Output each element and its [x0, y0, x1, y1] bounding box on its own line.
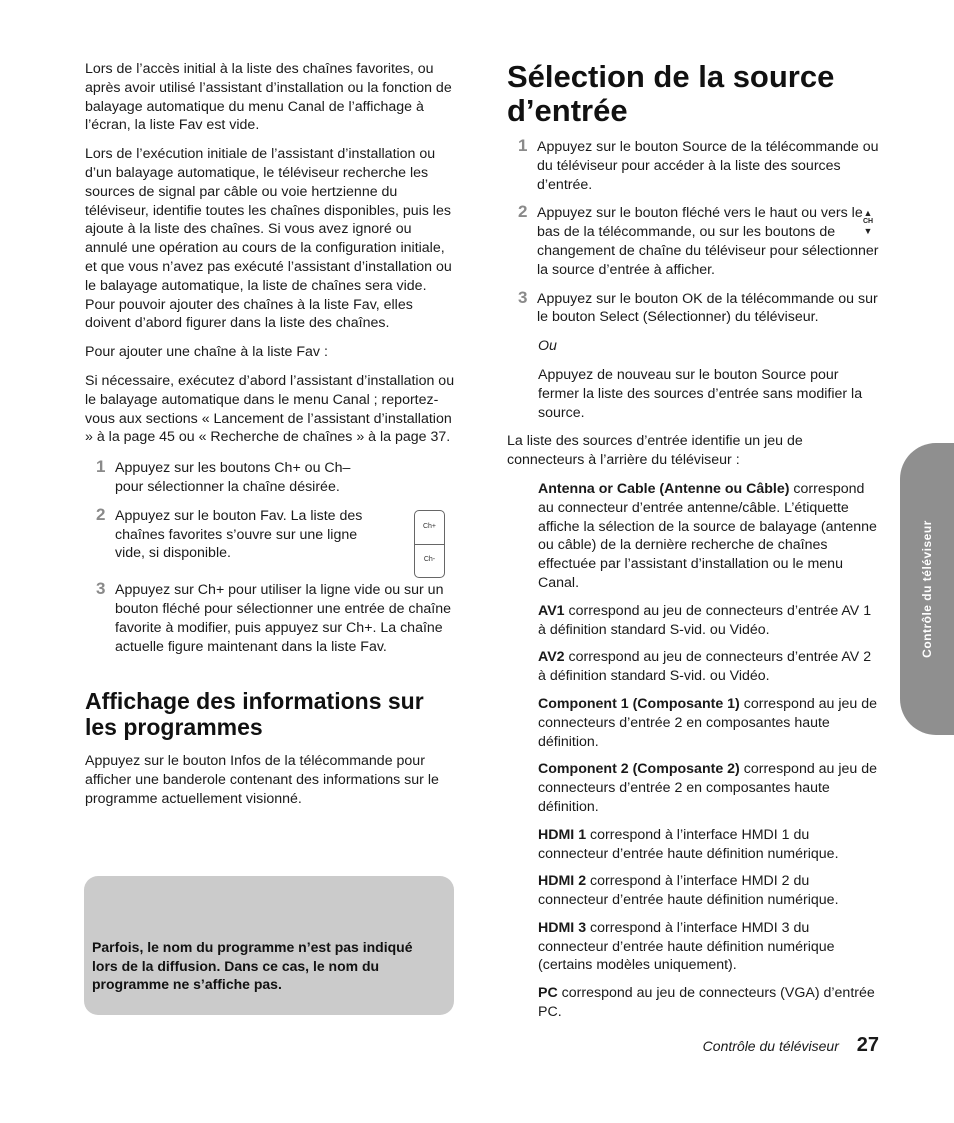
or-label: Ou — [538, 338, 557, 355]
step-number: 1 — [96, 457, 106, 477]
source-name: HDMI 1 — [538, 826, 587, 843]
source-item-component2 — [507, 760, 879, 816]
step-item — [85, 459, 457, 497]
footer-title: Contrôle du téléviseur — [702, 1038, 839, 1054]
source-desc: correspond à l’interface HMDI 3 du connecteur d’entrée haute définition numérique (certains modèles uniquement). — [538, 919, 835, 974]
step-item — [85, 581, 457, 656]
step-text: Appuyez sur Ch+ pour utiliser la ligne vide ou sur un bouton fléché pour sélectionner une entrée de chaîne favorite à modifier, puis appuyez sur Ch+. La chaîne actuelle figure maintenant dans la liste Fav. — [115, 582, 452, 655]
source-name: AV1 — [538, 602, 565, 619]
section-heading-program-info: Affichage des informations sur les programmes — [85, 688, 424, 741]
source-name: Antenna or Cable (Antenne ou Câble) — [538, 480, 790, 497]
source-desc: correspond au jeu de connecteurs (VGA) d’entrée PC. — [538, 985, 875, 1021]
paragraph-prerequisite: Si nécessaire, exécutez d’abord l’assistant d’installation ou le balayage automatique dans le menu Canal ; reportez-vous aux sections « Lancement de l’assistant d’installation » à la page 45 ou « Recherche de chaînes » à la page 37. — [85, 372, 455, 446]
source-desc: correspond à l’interface HMDI 2 du connecteur d’entrée haute définition numérique. — [538, 873, 839, 909]
tv-channel-button-icon — [857, 208, 879, 236]
remote-channel-button-icon — [414, 510, 445, 578]
ch-minus-label: Ch- — [423, 556, 436, 563]
source-name: Component 1 (Composante 1) — [538, 695, 740, 712]
left-column — [85, 60, 457, 819]
paragraph-close-source: Appuyez de nouveau sur le bouton Source pour fermer la liste des sources d’entrée sans modifier la source. — [538, 366, 863, 421]
paragraph-program-info: Appuyez sur le bouton Infos de la télécommande pour afficher une banderole contenant des informations sur le programme actuellement visionné. — [85, 753, 439, 807]
page-title: Sélection de la source d’entrée — [507, 59, 835, 128]
source-name: HDMI 3 — [538, 919, 587, 936]
paragraph-fav-empty: Lors de l’accès initial à la liste des chaînes favorites, ou après avoir utilisé l’assistant d’installation ou la fonction de balayage automatique du menu Canal de l’affichage à l’écran, la liste Fav est vide. — [85, 61, 452, 134]
source-item-antenna — [507, 480, 879, 593]
step-item — [507, 138, 879, 194]
source-name: Component 2 (Composante 2) — [538, 761, 740, 778]
step-number: 3 — [96, 579, 106, 599]
step-text: Appuyez sur le bouton OK de la télécommande ou sur le bouton Select (Sélectionner) du téléviseur. — [537, 290, 878, 326]
side-tab-label: Contrôle du téléviseur — [920, 520, 934, 658]
ch-plus-label: Ch+ — [422, 523, 437, 530]
source-item-hdmi3 — [507, 919, 879, 975]
step-number: 3 — [518, 287, 528, 307]
page-number: 27 — [856, 1034, 879, 1056]
source-desc: correspond au connecteur d’entrée antenne/câble. L’étiquette affiche la sélection de la source de balayage (antenne ou câble) de la dernière recherche de chaînes effectuée par l’assistant d’installation ou le menu Canal. — [538, 480, 877, 591]
ch-label: CH — [862, 218, 874, 225]
step-item — [85, 504, 457, 563]
source-desc: correspond à l’interface HMDI 1 du connecteur d’entrée haute définition numérique. — [538, 826, 839, 862]
source-desc: correspond au jeu de connecteurs d’entrée 2 en composantes haute définition. — [538, 761, 878, 815]
step-text: Appuyez sur le bouton Fav. La liste des chaînes favorites s’ouvre sur une ligne vide, si disponible. — [115, 507, 363, 562]
step-number: 2 — [96, 504, 106, 524]
source-desc: correspond au jeu de connecteurs d’entrée AV 2 à définition standard S-vid. ou Vidéo. — [538, 649, 872, 685]
side-chapter-tab — [900, 443, 954, 735]
source-name: PC — [538, 985, 558, 1002]
page-footer — [703, 1034, 879, 1057]
right-column — [507, 60, 879, 1031]
step-text: Appuyez sur le bouton fléché vers le haut ou vers le bas de la télécommande, ou sur les boutons de changement de chaîne du téléviseur pour sélectionner la source d’entrée à afficher. — [537, 205, 879, 278]
paragraph-install-assistant: Lors de l’exécution initiale de l’assistant d’installation ou d’un balayage automatique, le téléviseur recherche les sources de signal par câble ou voie hertzienne du téléviseur, identifie toutes les chaînes disponibles, puis les ajoute à la liste des chaînes. Si vous avez ignoré ou annulé une opération au cours de la configuration initiale, et que vous n’avez pas exécuté l’assistant d’installation ou le balayage automatique, la liste de chaînes sera vide. Pour pouvoir ajouter des chaînes à la liste Fav, elles doivent d’abord figurer dans la liste des chaînes. — [85, 146, 452, 332]
source-item-component1 — [507, 695, 879, 751]
step-number: 2 — [518, 202, 528, 222]
arrow-down-icon: ▼ — [863, 226, 873, 236]
fav-steps — [85, 459, 457, 656]
source-item-pc — [507, 984, 879, 1022]
step-text: Appuyez sur les boutons Ch+ ou Ch– pour sélectionner la chaîne désirée. — [115, 460, 351, 495]
source-item-hdmi1 — [507, 826, 879, 864]
step-text: Appuyez sur le bouton Source de la télécommande ou du téléviseur pour accéder à la liste des sources d’entrée. — [537, 139, 879, 193]
source-name: AV2 — [538, 649, 565, 666]
source-item-av2 — [507, 648, 879, 686]
note-box — [84, 876, 454, 1015]
source-item-av1 — [507, 602, 879, 640]
step-item — [507, 287, 879, 328]
paragraph-add-intro: Pour ajouter une chaîne à la liste Fav : — [85, 344, 328, 361]
arrow-up-icon: ▲ — [863, 208, 873, 218]
note-text: Parfois, le nom du programme n’est pas indiqué lors de la diffusion. Dans ce cas, le nom du programme ne s’affiche pas. — [92, 939, 413, 992]
source-desc: correspond au jeu de connecteurs d’entrée 2 en composantes haute définition. — [538, 695, 878, 750]
divider — [415, 544, 444, 545]
paragraph-source-intro: La liste des sources d’entrée identifie un jeu de connecteurs à l’arrière du téléviseur : — [507, 433, 803, 469]
source-item-hdmi2 — [507, 872, 879, 910]
source-name: HDMI 2 — [538, 873, 587, 890]
step-item — [507, 204, 879, 279]
source-desc: correspond au jeu de connecteurs d’entrée AV 1 à définition standard S-vid. ou Vidéo. — [538, 602, 872, 638]
step-number: 1 — [518, 136, 528, 155]
